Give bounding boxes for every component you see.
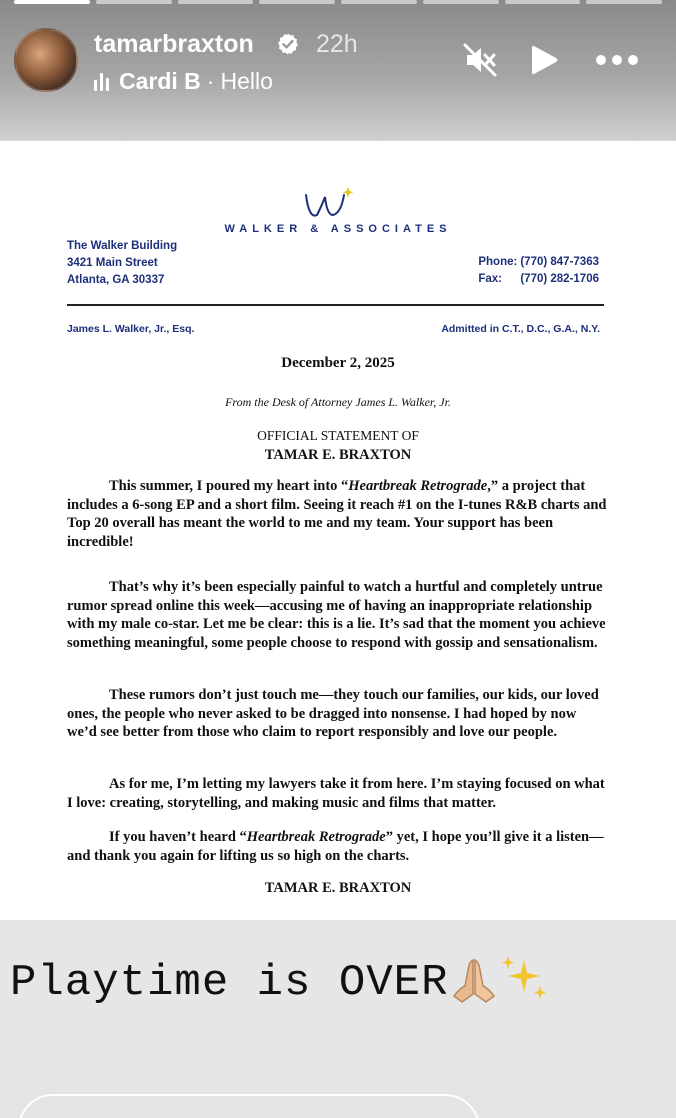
sparkles-icon — [500, 954, 550, 1002]
admitted-jurisdictions: Admitted in C.T., D.C., G.A., N.Y. — [441, 323, 600, 335]
signature: TAMAR E. BRAXTON — [264, 880, 412, 896]
statement-paragraph: That’s why it’s been especially painful to watch a hurtful and completely untrue rumor spread online this week—accusing me of having an inappropriate relationship with my male co-star. Let me be clear: this is a lie. It’s sad that the moment you achieve something meaningful, some people choose to respond with gossip and sensationalism. — [67, 579, 606, 651]
firm-name: WALKER & ASSOCIATES — [224, 223, 452, 235]
fax-number: (770) 282-1706 — [520, 273, 599, 285]
username[interactable]: tamarbraxton — [94, 30, 254, 58]
statement-paragraph: If you haven’t heard “Heartbreak Retrograde” yet, I hope you’ll give it a listen—and thank you again for lifting us so high on the charts. — [67, 829, 604, 864]
reply-input[interactable] — [18, 1094, 480, 1118]
from-desk-line: From the Desk of Attorney James L. Walker, Jr. — [225, 395, 451, 409]
progress-segment — [178, 0, 254, 4]
firm-contact — [478, 254, 599, 288]
audio-bars-icon — [94, 73, 109, 91]
progress-segment — [259, 0, 335, 4]
album-title: Heartbreak Retrograde — [246, 829, 386, 845]
music-separator: · — [206, 68, 215, 94]
album-title: Heartbreak Retrograde — [348, 478, 488, 494]
music-sticker[interactable] — [94, 68, 273, 95]
music-artist: Cardi B — [119, 68, 201, 94]
progress-segment — [14, 0, 90, 4]
letter-document — [0, 140, 676, 920]
statement-paragraph: These rumors don’t just touch me—they touch our families, our kids, our loved ones, the people who never asked to be dragged into nonsense. I had hoped by now we’d see better from those who claim to report responsibly and love our people. — [67, 687, 599, 740]
attorney-name: James L. Walker, Jr., Esq. — [67, 323, 195, 335]
play-icon[interactable] — [526, 40, 562, 80]
progress-segment — [586, 0, 662, 4]
story-caption — [10, 954, 550, 1008]
progress-segment — [505, 0, 581, 4]
address-line: Atlanta, GA 30337 — [67, 274, 165, 286]
story-progress-bar — [14, 0, 662, 4]
statement-heading: OFFICIAL STATEMENT OF — [257, 428, 419, 443]
folded-hands-icon — [448, 956, 500, 1004]
avatar[interactable] — [14, 28, 78, 92]
phone-label: Phone: — [478, 256, 518, 268]
statement-paragraph: This summer, I poured my heart into “Heartbreak Retrograde,” a project that includes a 6-song EP and a short film. Seeing it reach #1 on the I-tunes R&B charts and Top 20 overall has meant the world to me and my team. Your support has been incredible! — [67, 478, 607, 550]
mute-icon[interactable] — [460, 40, 500, 80]
verified-badge-icon — [276, 32, 300, 56]
caption-text: Playtime is OVER — [10, 958, 449, 1008]
progress-segment — [341, 0, 417, 4]
post-time: 22h — [316, 30, 358, 58]
story-header — [0, 0, 676, 140]
firm-logo — [300, 185, 360, 225]
statement-subject: TAMAR E. BRAXTON — [264, 447, 412, 463]
header-divider — [67, 304, 604, 306]
music-song: Hello — [220, 68, 273, 94]
firm-address — [67, 238, 177, 289]
progress-segment — [96, 0, 172, 4]
statement-paragraph: As for me, I’m letting my lawyers take it from here. I’m staying focused on what I love: creating, storytelling, and making music and films that matter. — [67, 776, 605, 811]
letter-date: December 2, 2025 — [281, 355, 395, 371]
progress-segment — [423, 0, 499, 4]
phone-number: (770) 847-7363 — [520, 256, 599, 268]
more-icon[interactable] — [594, 40, 640, 80]
address-line: 3421 Main Street — [67, 257, 158, 269]
address-line: The Walker Building — [67, 240, 178, 252]
fax-label: Fax: — [478, 273, 502, 285]
